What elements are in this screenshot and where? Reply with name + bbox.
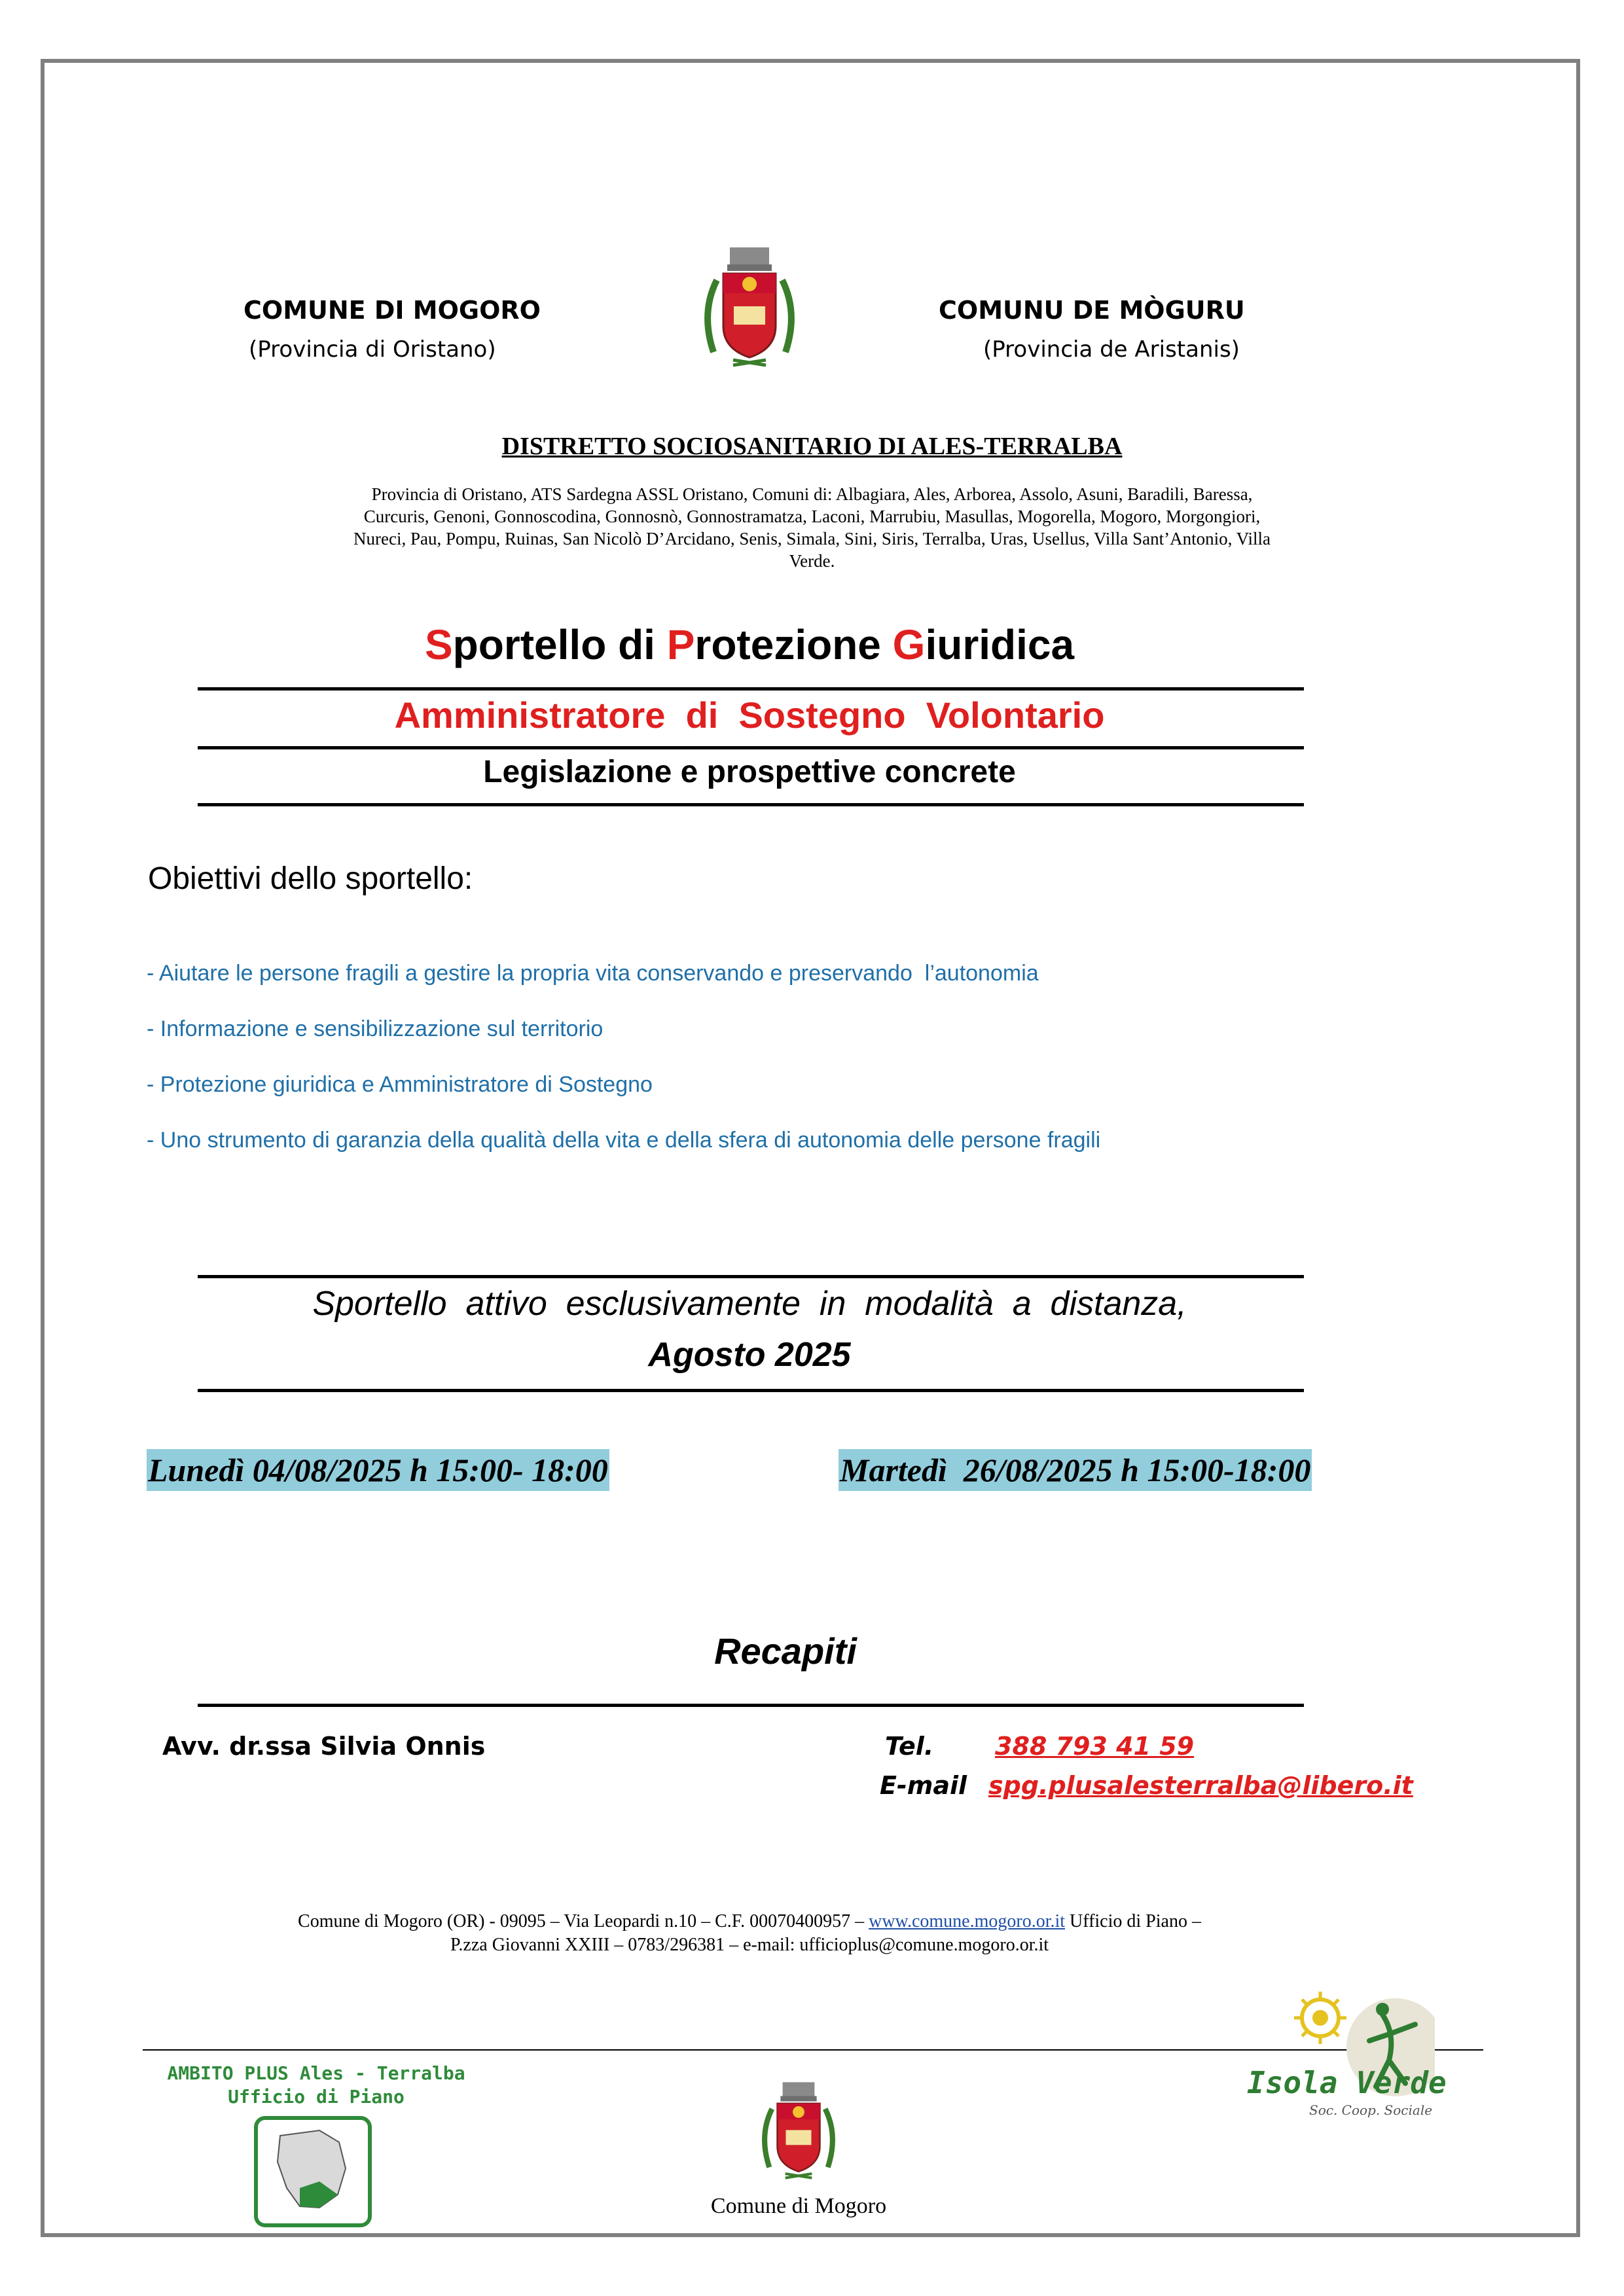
subtitle-2: Legislazione e prospettive concrete <box>483 755 1016 789</box>
objective-item: - Informazione e sensibilizzazione sul territorio <box>147 1016 604 1041</box>
divider <box>198 1275 1304 1278</box>
header-right-province: (Provincia de Aristanis) <box>983 336 1240 363</box>
divider <box>198 687 1304 691</box>
title-word-2: rotezione <box>695 621 893 668</box>
schedule-mode: Sportello attivo esclusivamente in modalità a distanza, <box>312 1285 1187 1323</box>
plus-logo-text <box>162 2062 470 2109</box>
district-line-1: Provincia di Oristano, ATS Sardegna ASSL Oristano, Comuni di: Albagiara, Ales, Arborea, Assolo, Asuni, Baradili, Baressa, <box>371 484 1253 504</box>
main-title <box>0 620 1499 669</box>
objective-item: - Protezione giuridica e Amministratore di Sostegno <box>147 1072 653 1097</box>
district-line-3: Nureci, Pau, Pompu, Ruinas, San Nicolò D’Arcidano, Senis, Simala, Sini, Siris, Terralba, Uras, Usellus, Villa Sant’Antonio, Villa <box>353 529 1271 548</box>
header-left-name: COMUNE DI MOGORO <box>244 296 541 325</box>
isola-verde-name: Isola Verde <box>1247 2065 1447 2100</box>
footer-address <box>0 1910 1499 1957</box>
title-initial-g: G <box>892 621 926 668</box>
footer-line-1 <box>0 1910 1499 1933</box>
footer-line-2: P.zza Giovanni XXIII – 0783/296381 – e-mail: ufficioplus@comune.mogoro.or.it <box>450 1935 1049 1955</box>
date-1: Lunedì 04/08/2025 h 15:00- 18:00 <box>147 1449 609 1491</box>
coat-of-arms-logo-footer <box>756 2076 841 2184</box>
title-initial-p: P <box>666 621 695 668</box>
contacts-heading: Recapiti <box>714 1630 857 1672</box>
divider <box>198 803 1304 806</box>
email-label: E-mail <box>880 1771 967 1800</box>
footer-divider <box>143 2049 1483 2051</box>
district-title: DISTRETTO SOCIOSANITARIO DI ALES-TERRALBA <box>501 433 1123 460</box>
plus-line-1: AMBITO PLUS Ales - Terralba <box>167 2062 465 2084</box>
schedule-month: Agosto 2025 <box>648 1336 851 1374</box>
tel-label: Tel. <box>885 1732 934 1761</box>
title-word-3: iuridica <box>925 621 1075 668</box>
plus-line-2: Ufficio di Piano <box>228 2086 405 2108</box>
comune-caption: Comune di Mogoro <box>710 2194 887 2218</box>
date-2: Martedì 26/08/2025 h 15:00-18:00 <box>839 1449 1312 1491</box>
district-line-2: Curcuris, Genoni, Gonnoscodina, Gonnosnò, Gonnostramatza, Laconi, Marrubiu, Masullas, Mogorella, Mogoro, Morgongiori, <box>363 507 1261 526</box>
tel-link[interactable]: 388 793 41 59 <box>995 1732 1195 1761</box>
district-line-4: Verde. <box>789 551 835 571</box>
objective-item: - Uno strumento di garanzia della qualità della vita e della sfera di autonomia delle persone fragili <box>147 1128 1101 1153</box>
contact-name: Avv. dr.ssa Silvia Onnis <box>162 1732 486 1761</box>
footer-line-1-a: Comune di Mogoro (OR) - 09095 – Via Leopardi n.10 – C.F. 00070400957 – <box>298 1911 869 1931</box>
plus-map-logo <box>254 2116 372 2227</box>
divider <box>198 746 1304 749</box>
footer-line-1-b: Ufficio di Piano – <box>1065 1911 1201 1931</box>
isola-verde-subtitle: Soc. Coop. Sociale <box>1309 2102 1433 2118</box>
email-link[interactable]: spg.plusalesterralba@libero.it <box>988 1771 1413 1800</box>
objective-item: - Aiutare le persone fragili a gestire la propria vita conservando e preservando l’autonomia <box>147 961 1039 986</box>
title-initial-s: S <box>424 621 453 668</box>
title-word-1: portello di <box>452 621 667 668</box>
header-left-province: (Provincia di Oristano) <box>249 336 496 363</box>
objectives-heading: Obiettivi dello sportello: <box>148 861 473 896</box>
district-description <box>0 483 1624 572</box>
divider <box>198 1389 1304 1392</box>
coat-of-arms-logo <box>697 241 802 372</box>
divider <box>198 1704 1304 1707</box>
header-right-name: COMUNU DE MÒGURU <box>939 296 1245 325</box>
subtitle: Amministratore di Sostegno Volontario <box>394 694 1105 736</box>
website-link[interactable]: www.comune.mogoro.or.it <box>869 1911 1066 1931</box>
